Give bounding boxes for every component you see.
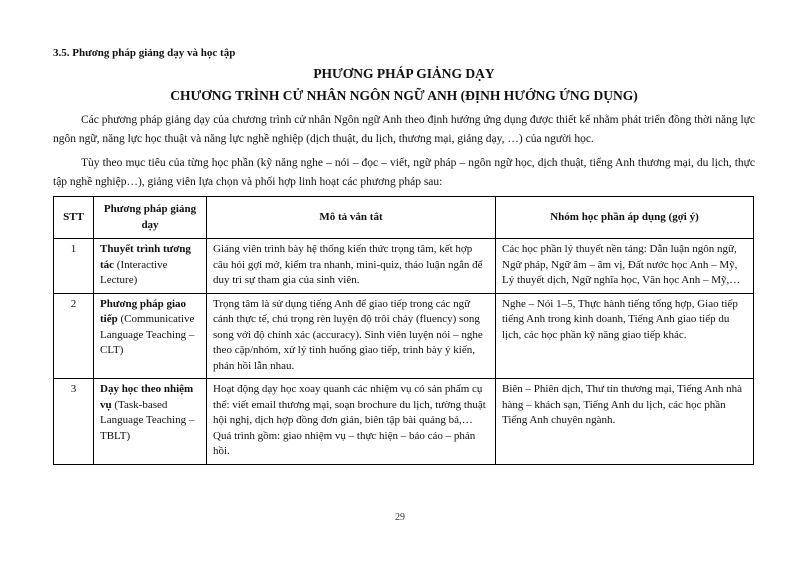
method-name: Thuyết trình tương tác: [100, 243, 191, 271]
cell-method: [94, 239, 207, 294]
teaching-methods-table: [53, 196, 754, 465]
table-row: [54, 379, 754, 465]
title-line-1: PHƯƠNG PHÁP GIẢNG DẠY: [313, 66, 495, 81]
page-number: 29: [395, 512, 405, 523]
method-english-name: (Communicative Language Teaching – CLT): [100, 313, 195, 356]
header-stt: STT: [54, 197, 94, 239]
cell-description: Trọng tâm là sử dụng tiếng Anh để giao tiếp trong các ngữ cảnh thực tế, chú trọng rèn luyện độ trôi chảy (fluency) song song với độ chính xác (accuracy). Sinh viên luyện nói – nghe theo cặp/nhóm, xử lý tình huống giao tiếp, trình bày ý kiến, phản hồi lẫn nhau.: [207, 293, 496, 379]
method-name: Phương pháp giao tiếp: [100, 297, 187, 325]
table-row: [54, 293, 754, 379]
cell-stt: 2: [54, 293, 94, 379]
cell-description: Hoạt động dạy học xoay quanh các nhiệm vụ có sản phẩm cụ thể: viết email thương mại, soạn brochure du lịch, tường thuật hội nghị, dịch hợp đồng đơn giản, biên tập bài quảng bá,… Quá trình gồm: giao nhiệm vụ – thực hiện – báo cáo – phản hồi.: [207, 379, 496, 465]
section-heading: 3.5. Phương pháp giảng dạy và học tập: [53, 47, 236, 59]
method-english-name: (Task-based Language Teaching – TBLT): [100, 398, 195, 442]
header-method: Phương pháp giảng dạy: [94, 197, 207, 239]
document-title: [53, 63, 755, 106]
table-header-row: [54, 197, 754, 239]
cell-stt: 1: [54, 239, 94, 294]
cell-method: [94, 379, 207, 465]
method-name: Dạy học theo nhiệm vụ: [100, 383, 194, 411]
cell-groups: Biên – Phiên dịch, Thư tín thương mại, Tiếng Anh nhà hàng – khách sạn, Tiếng Anh du lịch, các học phần Tiếng Anh chuyên ngành.: [496, 379, 754, 465]
cell-description: Giảng viên trình bày hệ thống kiến thức trọng tâm, kết hợp câu hỏi gợi mở, kiểm tra nhanh, mini-quiz, thảo luận ngắn để duy trì sự tham gia của sinh viên.: [207, 239, 496, 294]
title-line-2: CHƯƠNG TRÌNH CỬ NHÂN NGÔN NGỮ ANH (ĐỊNH HƯỚNG ỨNG DỤNG): [170, 87, 638, 103]
intro-paragraph: Các phương pháp giảng dạy của chương trình cử nhân Ngôn ngữ Anh theo định hướng ứng dụng được thiết kế nhằm phát triển đồng thời năng lực ngôn ngữ, năng lực học thuật và năng lực nghề nghiệp (dịch thuật, du lịch, thương mại, giảng dạy, …) của người học.: [53, 114, 755, 145]
cell-stt: 3: [54, 379, 94, 465]
table-row: [54, 239, 754, 294]
cell-method: [94, 293, 207, 379]
lead-in-paragraph: Tùy theo mục tiêu của từng học phần (kỹ năng nghe – nói – đọc – viết, ngữ pháp – ngôn ngữ học, dịch thuật, tiếng Anh thương mại, du lịch, thực tập nghề nghiệp…), giảng viên lựa chọn và phối hợp linh hoạt các phương pháp sau:: [53, 157, 755, 188]
method-english-name: (Interactive Lecture): [100, 258, 168, 286]
header-description: Mô tả vắn tắt: [207, 197, 496, 239]
cell-groups: Các học phần lý thuyết nền tảng: Dẫn luận ngôn ngữ, Ngữ pháp, Ngữ âm – âm vị, Đất nước học Anh – Mỹ, Lý thuyết dịch, Ngữ nghĩa học, Văn học Anh – Mỹ,…: [496, 239, 754, 294]
header-groups: Nhóm học phần áp dụng (gợi ý): [496, 197, 754, 239]
cell-groups: Nghe – Nói 1–5, Thực hành tiếng tổng hợp, Giao tiếp tiếng Anh trong kinh doanh, Tiếng Anh giao tiếp du lịch, các học phần kỹ năng giao tiếp khác.: [496, 293, 754, 379]
